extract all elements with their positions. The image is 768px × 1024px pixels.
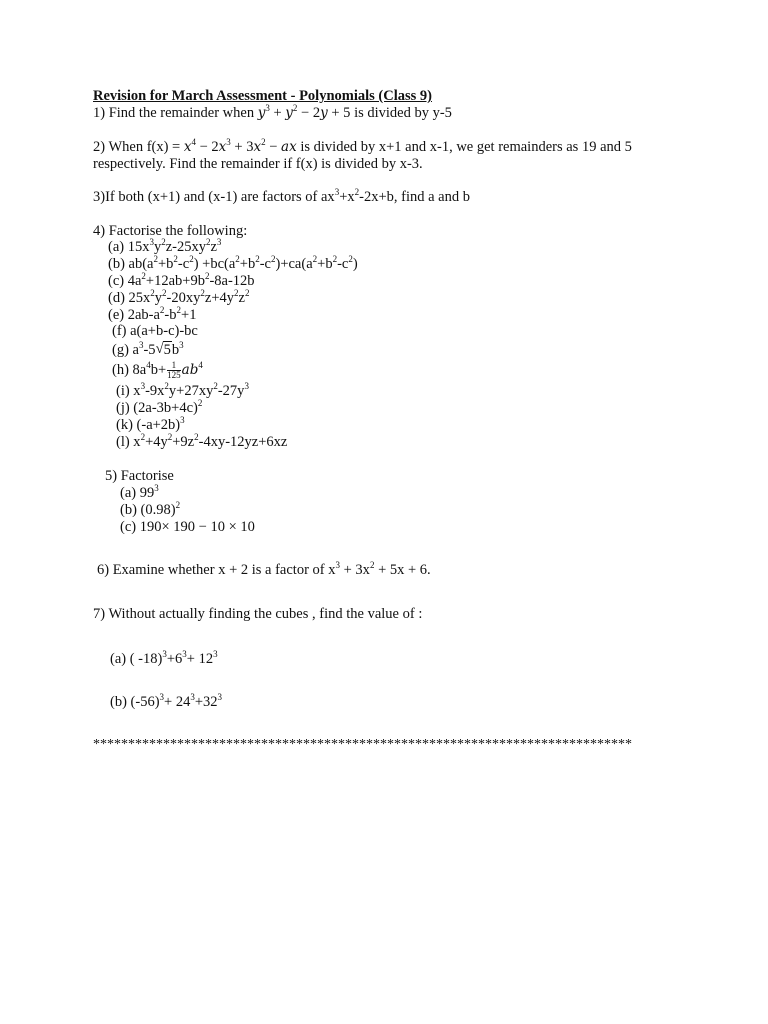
q4-part-i: (i) $x^3-9x^2y+27xy^2-27y^3$ — [116, 381, 249, 399]
q4-part-l: (l) $x^2+4y^2+9z^2-4xy-12yz+6xz$ — [116, 432, 288, 450]
q4-part-h: (h) $8a^4b+$ $\frac{1}{125}$ $ab^4$ — [112, 360, 203, 380]
fraction: $\frac{1}{125}$ — [167, 360, 181, 380]
q4-part-b: (b) $ab(a^2+b^2-c^2) +bc(a^2+b^2-c^2)+ca(a^2+b^2-c^2)$ — [108, 254, 358, 272]
question-6: 6) Examine whether x + 2 is a factor of $x^3 + 3x^2 + 5x + 6$. — [97, 560, 431, 578]
q5-part-b: (b) $(0.98)^2$ — [120, 500, 181, 518]
q4-part-d: (d) $25x^2y^2-20xy^2z+4y^2z^2$ — [108, 288, 250, 306]
q7-part-b: (b) $(-56)^3+ 24^3+32^3$ — [110, 692, 223, 710]
q4-part-e: (e) $2ab-a^2-b^2+1$ — [108, 305, 197, 323]
q4-part-k: (k) $(-a+2b)^3$ — [116, 415, 185, 433]
question-4-heading: 4) Factorise the following: — [93, 223, 248, 239]
square-root: √ 5 — [155, 341, 171, 358]
q5-part-c: (c) 190× 190 − 10 × 10 — [120, 519, 255, 535]
q4-part-c: (c) $4a^2+12ab+9b^2-8a-12b$ — [108, 271, 255, 289]
q4-part-a: (a) $15x^3y^2z-25xy^2z^3$ — [108, 237, 222, 255]
question-3: 3)If both (x+1) and (x-1) are factors of $ax^3+x^2-2x+b$, find a and b — [93, 187, 470, 205]
q4-part-f: (f) a(a+b-c)-bc — [112, 323, 198, 339]
question-5-heading: 5) Factorise — [105, 468, 174, 484]
q5-part-a: (a) $99^3$ — [120, 483, 159, 501]
q4-part-j: (j) $(2a-3b+4c)^2$ — [116, 398, 203, 416]
q7-part-a: (a) ( $-18)^3+6^3+ 12^3$ — [110, 649, 218, 667]
question-2-line-2: respectively. Find the remainder if f(x) is divided by x-3. — [93, 156, 423, 172]
question-2: 2) When $f(x) = x^4 - 2x^3 + 3x^2$ − ax is divided by x+1 and x-1, we get remainders as 19 and 5 — [93, 137, 632, 155]
document-title: Revision for March Assessment - Polynomials (Class 9) — [93, 88, 432, 104]
question-1: 1) Find the remainder when $y^3 + y^2 - 2y + 5$ is divided by y-5 — [93, 103, 452, 121]
q4-part-g: (g) $a^3-5$ √ $5b^3$ — [112, 340, 184, 358]
star-divider: ***************************************************************************** — [93, 737, 632, 752]
question-7-heading: 7) Without actually finding the cubes , find the value of : — [93, 606, 423, 622]
